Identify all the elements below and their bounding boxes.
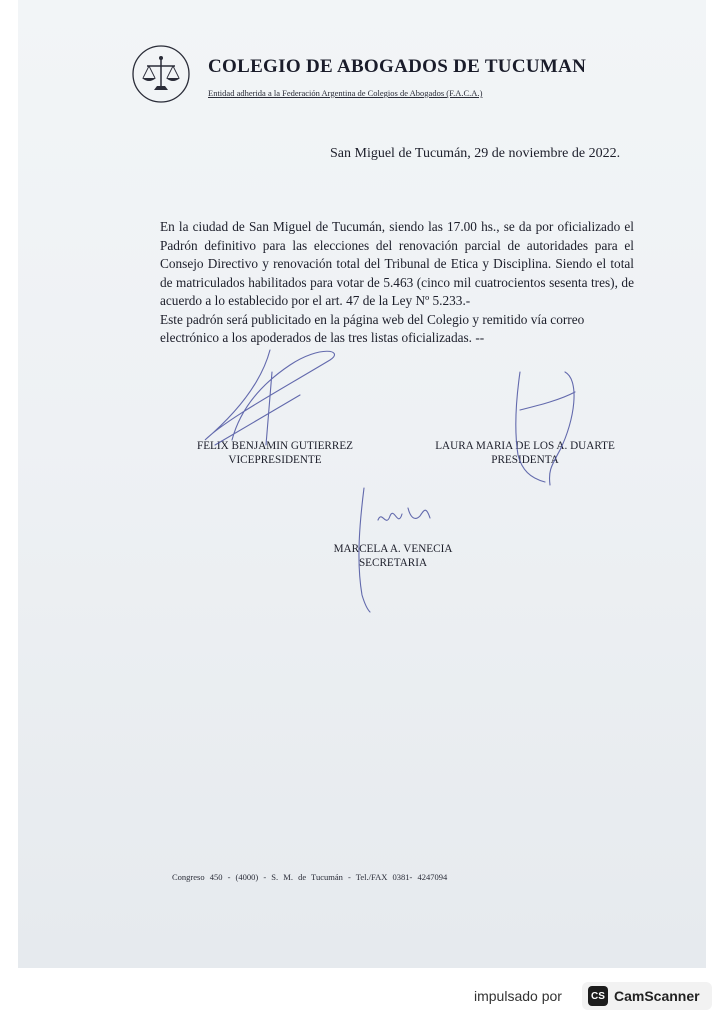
camscanner-logo-icon: CS	[588, 986, 608, 1006]
institution-title: COLEGIO DE ABOGADOS DE TUCUMAN	[208, 56, 587, 77]
document-footer-address: Congreso 450 - (4000) - S. M. de Tucumán - Tel./FAX 0381- 4247094	[172, 872, 448, 882]
signature-block-vicepresident	[180, 439, 370, 467]
signatory-role: VICEPRESIDENTE	[228, 454, 322, 466]
document-body	[160, 218, 634, 348]
signatory-role: PRESIDENTA	[491, 454, 559, 466]
body-paragraph-2: Este padrón será publicitado en la página web del Colegio y remitido vía correo electrónico a los apoderados de las tres listas oficializadas. --	[160, 311, 585, 345]
signatory-name: FELIX BENJAMIN GUTIERREZ	[197, 440, 353, 452]
signature-block-secretary	[318, 542, 468, 570]
document-date: San Miguel de Tucumán, 29 de noviembre de 2022.	[330, 146, 621, 161]
body-paragraph-1: En la ciudad de San Miguel de Tucumán, siendo las 17.00 hs., se da por oficializado el Padrón definitivo para las elecciones del renovación parcial de autoridades para el Consejo Directivo y renovación total del Tribunal de Etica y Disciplina. Siendo el total de matriculados habilitados para votar de 5.463 (cinco mil cuatrocientos sesenta tres), de acuerdo a lo establecido por el art. 47 de la Ley Nº 5.233.-	[160, 219, 634, 308]
signatory-role: SECRETARIA	[358, 557, 428, 569]
institution-subtitle: Entidad adherida a la Federación Argentina de Colegios de Abogados (F.A.C.A.)	[208, 88, 483, 98]
signatory-name: MARCELA A. VENECIA	[333, 543, 453, 555]
camscanner-badge[interactable]	[582, 982, 712, 1010]
scales-of-justice-icon	[131, 44, 191, 104]
camscanner-brand: CamScanner	[614, 988, 700, 1004]
signature-block-president	[420, 439, 630, 467]
scanner-attribution-text: impulsado por	[474, 988, 562, 1004]
signatory-name: LAURA MARIA DE LOS A. DUARTE	[435, 440, 615, 452]
